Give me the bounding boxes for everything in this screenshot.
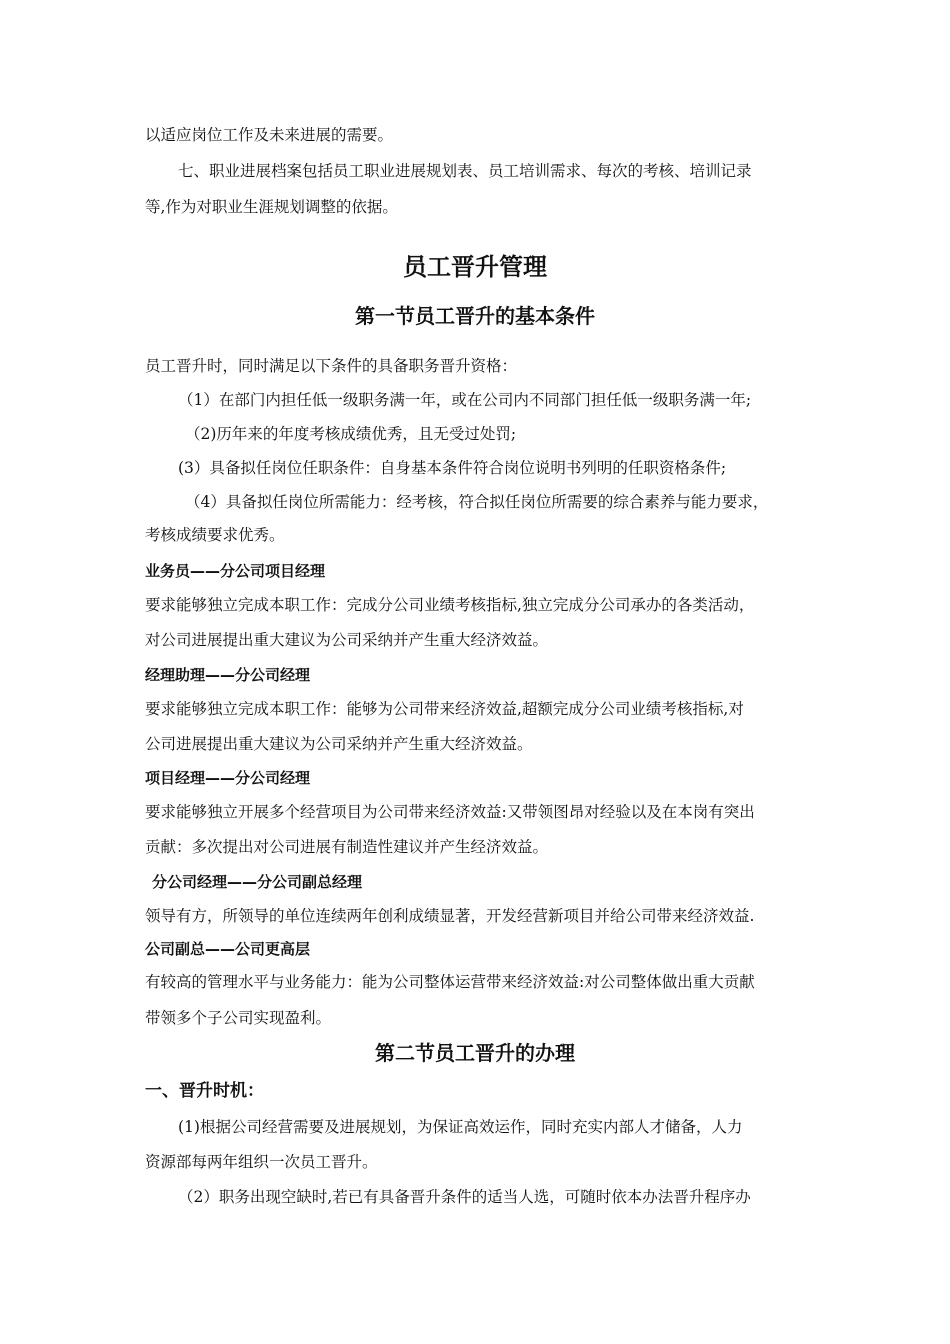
intro-line: 以适应岗位工作及未来进展的需要。 bbox=[145, 126, 394, 144]
role-title: 经理助理——分公司经理 bbox=[145, 666, 311, 684]
paragraph: 资源部每两年组织一次员工晋升。 bbox=[145, 1153, 378, 1171]
role-text: 要求能够独立完成本职工作：完成分公司业绩考核指标,独立完成分公司承办的各类活动， bbox=[145, 596, 755, 614]
role-text: 对公司进展提出重大建议为公司采纳并产生重大经济效益。 bbox=[145, 631, 549, 649]
document-title: 员工晋升管理 bbox=[403, 253, 547, 281]
role-title: 分公司经理——分公司副总经理 bbox=[152, 873, 363, 891]
condition-item: (3）具备拟任岗位任职条件：自身基本条件符合岗位说明书列明的任职资格条件; bbox=[178, 459, 727, 477]
paragraph: （2）职务出现空缺时,若已有具备晋升条件的适当人选，可随时依本办法晋升程序办 bbox=[178, 1188, 751, 1206]
role-text: 公司进展提出重大建议为公司采纳并产生重大经济效益。 bbox=[145, 735, 533, 753]
condition-item: （1）在部门内担任低一级职务满一年，或在公司内不同部门担任低一级职务满一年; bbox=[178, 391, 752, 409]
role-text: 要求能够独立开展多个经营项目为公司带来经济效益:又带领图昂对经验以及在本岗有突出 bbox=[145, 803, 755, 821]
role-title: 业务员——分公司项目经理 bbox=[145, 562, 326, 580]
role-text: 领导有方，所领导的单位连续两年创利成绩显著，开发经营新项目并给公司带来经济效益. bbox=[145, 907, 755, 925]
section-heading: 第二节员工晋升的办理 bbox=[375, 1041, 575, 1065]
role-text: 贡献：多次提出对公司进展有制造性建议并产生经济效益。 bbox=[145, 838, 549, 856]
role-title: 项目经理——分公司经理 bbox=[145, 769, 311, 787]
paragraph: 员工晋升时，同时满足以下条件的具备职务晋升资格： bbox=[145, 357, 518, 375]
condition-item: 考核成绩要求优秀。 bbox=[145, 526, 285, 544]
condition-item: （2)历年来的年度考核成绩优秀，且无受过处罚; bbox=[185, 425, 517, 443]
intro-line: 等,作为对职业生涯规划调整的依据。 bbox=[145, 198, 398, 216]
intro-line: 七、职业进展档案包括员工职业进展规划表、员工培训需求、每次的考核、培训记录 bbox=[178, 162, 752, 180]
role-text: 带领多个子公司实现盈利。 bbox=[145, 1009, 332, 1027]
role-text: 要求能够独立完成本职工作：能够为公司带来经济效益,超额完成分公司业绩考核指标,对 bbox=[145, 700, 744, 718]
paragraph: (1)根据公司经营需要及进展规划，为保证高效运作，同时充实内部人才储备，人力 bbox=[178, 1118, 743, 1136]
role-title: 公司副总——公司更高层 bbox=[145, 940, 311, 958]
section-heading: 第一节员工晋升的基本条件 bbox=[355, 304, 595, 328]
role-text: 有较高的管理水平与业务能力：能为公司整体运营带来经济效益:对公司整体做出重大贡献 bbox=[145, 973, 755, 991]
sub-heading: 一、晋升时机： bbox=[145, 1081, 264, 1101]
condition-item: （4）具备拟任岗位所需能力：经考核，符合拟任岗位所需要的综合素养与能力要求， bbox=[185, 493, 769, 511]
